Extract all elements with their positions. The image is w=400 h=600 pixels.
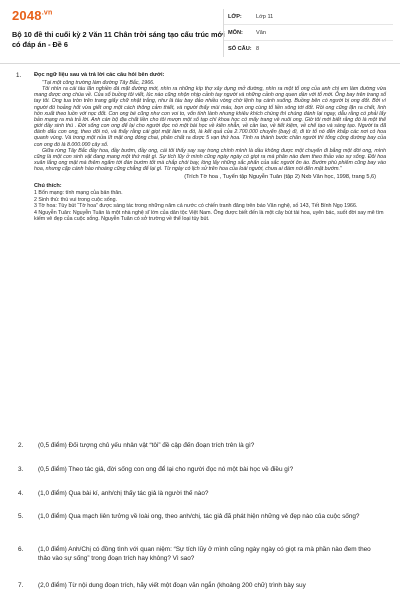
question-number: 6.	[18, 546, 24, 553]
passage-citation: (Trích Tờ hoa , Tuyển tập Nguyễn Tuân (tập 2) Nxb Văn học, 1998, trang 5,6)	[184, 174, 376, 181]
meta-row-class	[224, 9, 393, 25]
question-number: 4.	[18, 490, 24, 497]
site-logo[interactable]	[12, 8, 52, 23]
notes-list	[34, 190, 386, 222]
logo-text: 2048	[12, 8, 42, 23]
meta-row-subject	[224, 25, 393, 41]
question-intro: Đọc ngữ liệu sau và trả lời các câu hỏi bên dưới:	[34, 72, 165, 78]
meta-value: 8	[256, 46, 260, 52]
meta-label: LỚP:	[228, 13, 242, 20]
note-item: 3 Tờ hoa: Tùy bút “Tờ hoa” được sáng tác trong những năm cả nước có chiến tranh đăng trên báo Văn nghệ, số 143, Tết Bính Ngọ 1966.	[34, 203, 358, 210]
meta-row-question-count	[224, 41, 393, 57]
question-text: (1,0 điểm) Anh/Chị có đồng tình với quan niệm: “Sự tích lũy ở mình cũng ngày ngày có giọt ra mà phần nào đem theo thảo vào sự sống” trong đoạn trích hay không? Vì sao?	[38, 546, 371, 562]
question-text: (2,0 điểm) Từ nội dung đoạn trích, hãy viết một đoạn văn ngắn (khoảng 200 chữ) trình bày suy	[38, 582, 306, 589]
meta-label: MÔN:	[228, 29, 243, 36]
document-title: Bộ 10 đề thi cuối kỳ 2 Văn 11 Chân trời sáng tạo cấu trúc mới có đáp án - Đề 6	[12, 30, 225, 49]
question-text: (0,5 điểm) Theo tác giả, đời sống con ong để lại cho người đọc nó một bài học về điều gì?	[38, 466, 294, 473]
question-number: 2.	[18, 442, 24, 449]
reading-passage	[34, 80, 386, 172]
meta-value: Lớp 11	[256, 13, 274, 20]
question-number: 7.	[18, 582, 24, 589]
note-item: 4 Nguyễn Tuân: Nguyễn Tuân là một nhà nghệ sĩ lớn của dân tộc Việt Nam. Ông được biết đến là một cây bút tài hoa, uyên bác, suốt đời say mê tìm kiếm vẻ đẹp của cuộc sống. Nguyễn Tuân có sở trường về thể loại tùy bút.	[34, 209, 384, 222]
question-number: 1.	[16, 72, 22, 79]
question-1	[0, 72, 400, 222]
question-text: (1,0 điểm) Qua bài kí, anh/chị thấy tác giả là người thế nào?	[38, 490, 209, 497]
passage-paragraph: “Tại một công trường làm đường Tây Bắc, 1966.	[42, 80, 155, 86]
question-text: (1,0 điểm) Qua mạch liên tưởng về loài ong, theo anh/chị, tác giả đã phát hiện những vẻ đẹp nào của cuộc sống?	[38, 513, 360, 520]
meta-value: Văn	[256, 29, 266, 36]
meta-table	[223, 9, 393, 57]
question-number: 3.	[18, 466, 24, 473]
logo-tld: .vn	[41, 9, 53, 17]
question-number: 5.	[18, 513, 24, 520]
note-item: 1 Bổn mạng: tính mạng của bản thân.	[34, 190, 123, 197]
notes-title: Chú thích:	[34, 182, 62, 189]
meta-label: SỐ CÂU:	[228, 46, 252, 52]
note-item: 2 Sinh thú: thú vui trong cuộc sống.	[34, 196, 118, 203]
passage-paragraph: Giữa rừng Tây Bắc đầy hoa, đầy bướm, đầy ong, cái tôi thấy say say trong chính mình là dầu không được một chuyến đi bằng một đời ong, mình cũng là một con sinh vật đang mang một thứ mật gì. Sự tích lũy ở mình cũng ngày ngày có giọt ra mà phân nào đem theo thảo vào sự sống. Đôi hoa xuân lắng ong mật mà thêm ngấm tới đàn bướm tốt mà chắp chói bay, lòng lấy những sắc phấn của sắc người ôn ào. Bướm phù phiếm cũng bay vào hoa, nhưng cặp cánh hào nhoáng cũng chẳng để lại gì. Từ ngày có lịch sử trên hoa của loài người, chưa ai đám nói đến mật bướm.”	[34, 147, 386, 173]
header	[0, 0, 400, 64]
content	[0, 72, 400, 222]
question-text: (0,5 điểm) Đối tượng chủ yếu nhân vật “tôi” đề cập đến đoạn trích trên là gì?	[38, 442, 255, 449]
passage-paragraph: Tôi nhìn ra cái tàu lăn nghiền đá mặt đường mới, nhìn ra những kíp thợ xây dựng mở đường, nhìn ra một tổ ong của anh chị em làm đường vừa mang được ong chúa về. Của sổ buồng tôi viết, lúc nào cũng nhộn nhịp cảnh tay người và những cảnh ong quen dần với tổ mới. Ông bay trên trang sổ tay tôi. Ong tua tròn trên trang giấy chữ nhật trắng, như là tàu bay đảo nhiều vòng chờ lệnh hạ cánh xuống. Buồng bên có người bị ong đốt. Bởi vì người đó hoảng hốt vừa giết ong một cách thông cảm thiết, và người thấy mùi máu, bọn ong cùng tổ liền xông tới đốt. Rồi ong cũng lặn ra chết, lình hồn xuất theo luồn với nọc đốt. Con ong bé cũng như con voi to, vốn tính lành nhưng khiêu khích chúng thì chúng đánh lại ngay, dẫu rằng có phải lấy bản mạng ra mà trả lời. Anh cán bộ địa chất liền cho tôi mượn một số tạp chí khoa học có mấy trang về nuôi ong. Giờ tôi mới biết rằng đó là một thế giới đầy sinh thú . Đời sống con ong để lại cho người đọc nó một bài học về kiên nhẫn, về cần lao, về tiết kiệm, về chế tạo và sáng tạo. Người ta đã đánh dấu con ong, theo dõi nó, và thấy rằng cái giọt mật làm ra đó, là kết quả của 2.700.000 chuyến (bay) đi, đi từ tổ nó đến khắp các nơi có hoa quanh vùng. Và trong một nửa lít mật ong đóng chai, phân chất ra được 5 vạn thứ hoa. Tính ra thành bước chân người thì tổng cộng đường bay của con ong đó là 8.000.000 cây số.	[34, 86, 386, 148]
